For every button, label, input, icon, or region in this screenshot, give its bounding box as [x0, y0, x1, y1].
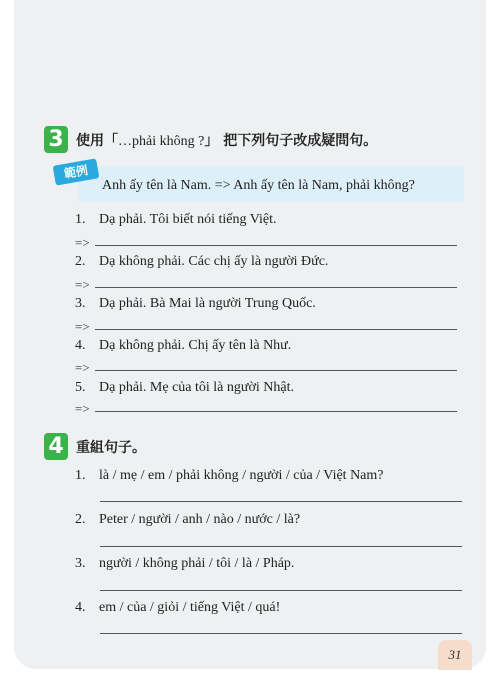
item-number: 2.: [75, 512, 86, 527]
section-4-badge: 4: [44, 433, 68, 460]
item-text: là / mẹ / em / phải không / người / của / Việt Nam?: [99, 468, 384, 483]
item-text: Dạ phải. Bà Mai là người Trung Quốc.: [99, 296, 316, 311]
answer-line[interactable]: [95, 370, 457, 371]
s4-item: [75, 512, 300, 528]
s4-item: [75, 468, 384, 484]
section-3-instruction: [76, 130, 377, 150]
s3-item: [75, 212, 277, 228]
s3-item: [75, 296, 316, 312]
section-3-badge: 3: [44, 126, 68, 153]
answer-arrow: =>: [75, 235, 90, 250]
item-number: 4.: [75, 338, 86, 353]
s3-item: [75, 254, 328, 270]
instruction-post: 」 把下列句子改成疑問句。: [204, 133, 378, 149]
item-text: Dạ phải. Mẹ của tôi là người Nhật.: [99, 380, 294, 395]
s3-item: [75, 380, 294, 396]
answer-line[interactable]: [100, 501, 462, 502]
page-number: 31: [438, 640, 472, 670]
instruction-phrase: …phải không ?: [118, 134, 205, 149]
item-text: Peter / người / anh / nào / nước / là?: [99, 512, 301, 527]
item-number: 2.: [75, 254, 86, 269]
item-number: 4.: [75, 600, 86, 615]
instruction-pre: 使用「: [76, 133, 118, 149]
item-number: 5.: [75, 380, 86, 395]
answer-arrow: =>: [75, 319, 90, 334]
item-number: 3.: [75, 556, 86, 571]
item-number: 3.: [75, 296, 86, 311]
section-4-instruction: 重組句子。: [76, 440, 146, 456]
answer-line[interactable]: [95, 287, 457, 288]
item-text: Dạ không phải. Chị ấy tên là Như.: [99, 338, 292, 353]
answer-arrow: =>: [75, 277, 90, 292]
s3-item: [75, 338, 291, 354]
answer-line[interactable]: [95, 411, 457, 412]
item-text: người / không phải / tôi / là / Pháp.: [99, 556, 295, 571]
answer-line[interactable]: [95, 245, 457, 246]
example-tag: 範例: [53, 158, 100, 185]
example-text: Anh ấy tên là Nam. => Anh ấy tên là Nam, phải không?: [102, 178, 415, 193]
item-number: 1.: [75, 468, 86, 483]
item-text: Dạ phải. Tôi biết nói tiếng Việt.: [99, 212, 277, 227]
item-text: em / của / giỏi / tiếng Việt / quá!: [99, 600, 281, 615]
item-number: 1.: [75, 212, 86, 227]
answer-line[interactable]: [100, 590, 462, 591]
answer-line[interactable]: [100, 546, 462, 547]
s4-item: [75, 600, 280, 616]
answer-line[interactable]: [95, 329, 457, 330]
s4-item: [75, 556, 294, 572]
answer-arrow: =>: [75, 401, 90, 416]
answer-arrow: =>: [75, 360, 90, 375]
answer-line[interactable]: [100, 633, 462, 634]
item-text: Dạ không phải. Các chị ấy là người Đức.: [99, 254, 329, 269]
